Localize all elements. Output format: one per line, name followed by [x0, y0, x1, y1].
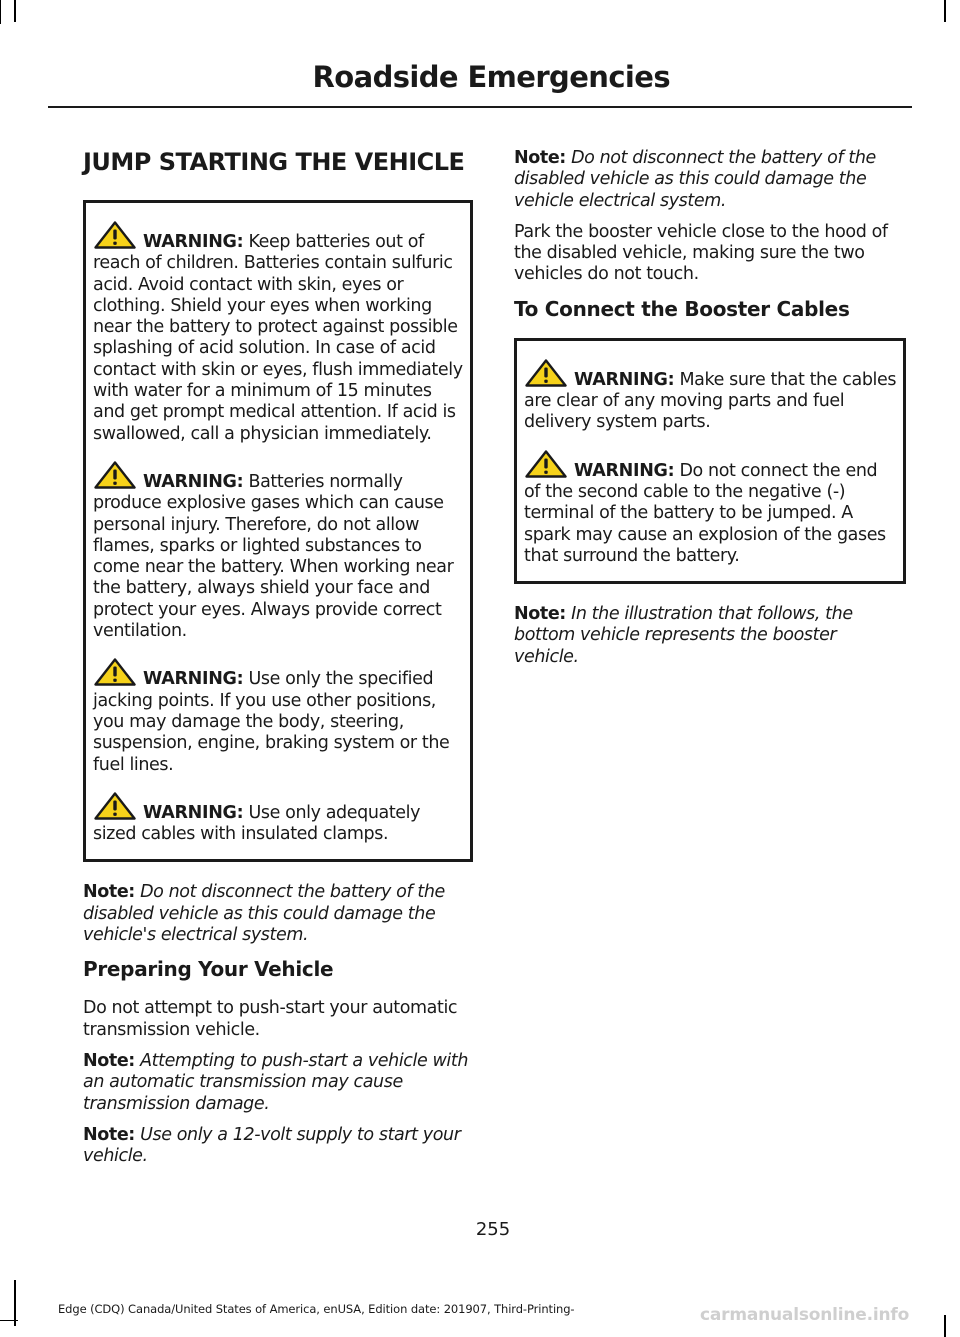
note: [514, 148, 906, 212]
left-column: [83, 148, 473, 1177]
warning-triangle-icon: [94, 461, 136, 489]
warning-item: [93, 658, 464, 775]
crop-mark: [0, 1320, 18, 1321]
warning-label: WARNING:: [574, 460, 675, 481]
crop-mark: [944, 0, 946, 22]
warning-item: [93, 461, 464, 642]
warning-label: WARNING:: [143, 471, 244, 492]
warning-triangle-icon: [525, 450, 567, 478]
crop-mark: [944, 1315, 946, 1337]
note-label: Note:: [83, 1050, 135, 1071]
note-text: Do not disconnect the battery of the disabled vehicle as this could damage the vehicle electrical system.: [514, 148, 876, 211]
section-heading: JUMP STARTING THE VEHICLE: [83, 148, 465, 176]
right-column: [514, 148, 906, 678]
note-label: Note:: [83, 1124, 135, 1145]
warning-text: Make sure that the cables are clear of any moving parts and fuel delivery system parts.: [524, 369, 897, 433]
warning-item: [93, 221, 464, 445]
subsection-heading: To Connect the Booster Cables: [514, 296, 850, 321]
warning-text: Batteries normally produce explosive gases which can cause personal injury. Therefore, do not allow flames, sparks or lighted substances to come near the battery. When working near the battery, always shield your face and protect your eyes. Always provide correct ventilation.: [93, 471, 454, 642]
subsection-heading: Preparing Your Vehicle: [83, 957, 334, 982]
header-rule: [48, 106, 912, 108]
note-text: Do not disconnect the battery of the disabled vehicle as this could damage the vehicle's electrical system.: [83, 882, 445, 946]
warning-triangle-icon: [94, 792, 136, 820]
note: [83, 1125, 473, 1168]
warning-item: [524, 359, 897, 434]
warning-text: Do not connect the end of the second cable to the negative (-) terminal of the battery to be jumped. A spark may cause an explosion of the gases that surround the battery.: [524, 460, 886, 566]
paragraph: Do not attempt to push-start your automatic transmission vehicle.: [83, 998, 458, 1040]
note: [514, 604, 906, 668]
crop-mark: [14, 0, 16, 22]
page-header-title: Roadside Emergencies: [312, 60, 670, 94]
note-label: Note:: [514, 148, 566, 168]
note-text: Use only a 12-volt supply to start your vehicle.: [83, 1124, 461, 1167]
warning-triangle-icon: [94, 221, 136, 249]
warning-text: Use only adequately sized cables with insulated clamps.: [93, 802, 421, 845]
note-label: Note:: [514, 604, 566, 625]
note-text: Attempting to push-start a vehicle with an automatic transmission may cause transmission damage.: [83, 1050, 469, 1114]
warning-text: Keep batteries out of reach of children. Batteries contain sulfuric acid. Avoid contact with skin, eyes or clothing. Shield your eyes when working near the battery to protect against possible splashing of acid solution. In case of acid contact with skin or eyes, flush immediately with water for a minimum of 15 minutes and get prompt medical attention. If acid is swallowed, call a physician immediately.: [93, 232, 463, 444]
warning-triangle-icon: [525, 359, 567, 387]
warning-box: [83, 200, 473, 862]
warning-label: WARNING:: [143, 669, 244, 690]
paragraph: Park the booster vehicle close to the hood of the disabled vehicle, making sure the two vehicles do not touch.: [514, 221, 888, 285]
warning-label: WARNING:: [143, 802, 244, 823]
note-text: In the illustration that follows, the bottom vehicle represents the booster vehicle.: [514, 604, 853, 667]
watermark: carmanualsonline.info: [700, 1305, 910, 1325]
warning-item: [93, 792, 464, 846]
note: [83, 1051, 473, 1115]
page-number: 255: [475, 1219, 511, 1240]
warning-triangle-icon: [94, 658, 136, 686]
note: [83, 882, 473, 946]
crop-mark: [0, 0, 1, 24]
warning-item: [524, 450, 897, 567]
warning-box: [514, 338, 906, 584]
warning-text: Use only the specified jacking points. If you use other positions, you may damage the body, steering, suspension, engine, braking system or the fuel lines.: [93, 669, 450, 775]
warning-label: WARNING:: [143, 232, 244, 252]
warning-label: WARNING:: [574, 369, 675, 390]
note-label: Note:: [83, 882, 135, 903]
edition-footer: Edge (CDQ) Canada/United States of America, enUSA, Edition date: 201907, Third-Printing-: [58, 1302, 575, 1316]
